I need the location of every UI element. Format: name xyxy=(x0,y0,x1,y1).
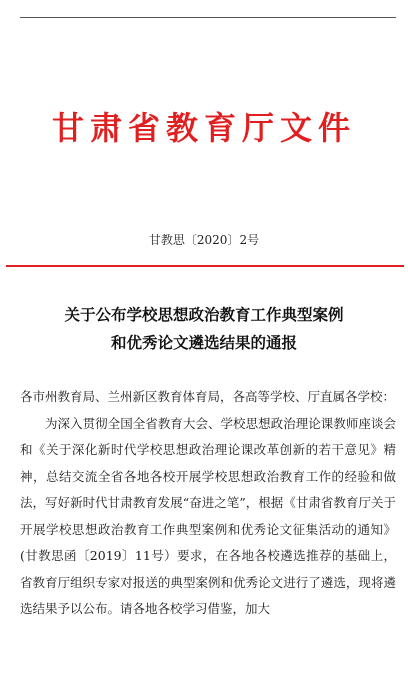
document-body xyxy=(20,384,396,623)
notice-title xyxy=(0,301,408,357)
top-rule xyxy=(20,17,396,18)
document-number: 甘教思〔2020〕2号 xyxy=(148,233,260,247)
red-separator-line xyxy=(6,265,404,267)
notice-title-line-2: 和优秀论文遴选结果的通报 xyxy=(110,333,297,352)
body-paragraph: 为深入贯彻全国全省教育大会、学校思想政治理论课教师座谈会和《关于深化新时代学校思想政治理论课改革创新的若干意见》精神，总结交流全省各地各校开展学校思想政治教育工作的经验和做法，写好新时代甘肃教育发展“奋进之笔”，根据《甘肃省教育厅关于开展学校思想政治教育工作典型案例和优秀论文征集活动的通知》(甘教思函〔2019〕11号）要求，在各地各校遴选推荐的基础上，省教育厅组织专家对报送的典型案例和优秀论文进行了遴选，现将遴选结果予以公布。请各地各校学习借鉴，加大 xyxy=(20,415,396,616)
notice-title-line-1: 关于公布学校思想政治教育工作典型案例 xyxy=(64,305,344,324)
recipients-line: 各市州教育局、兰州新区教育体育局，各高等学校、厅直属各学校： xyxy=(20,389,396,404)
document-header-title: 甘肃省教育厅文件 xyxy=(51,109,356,147)
